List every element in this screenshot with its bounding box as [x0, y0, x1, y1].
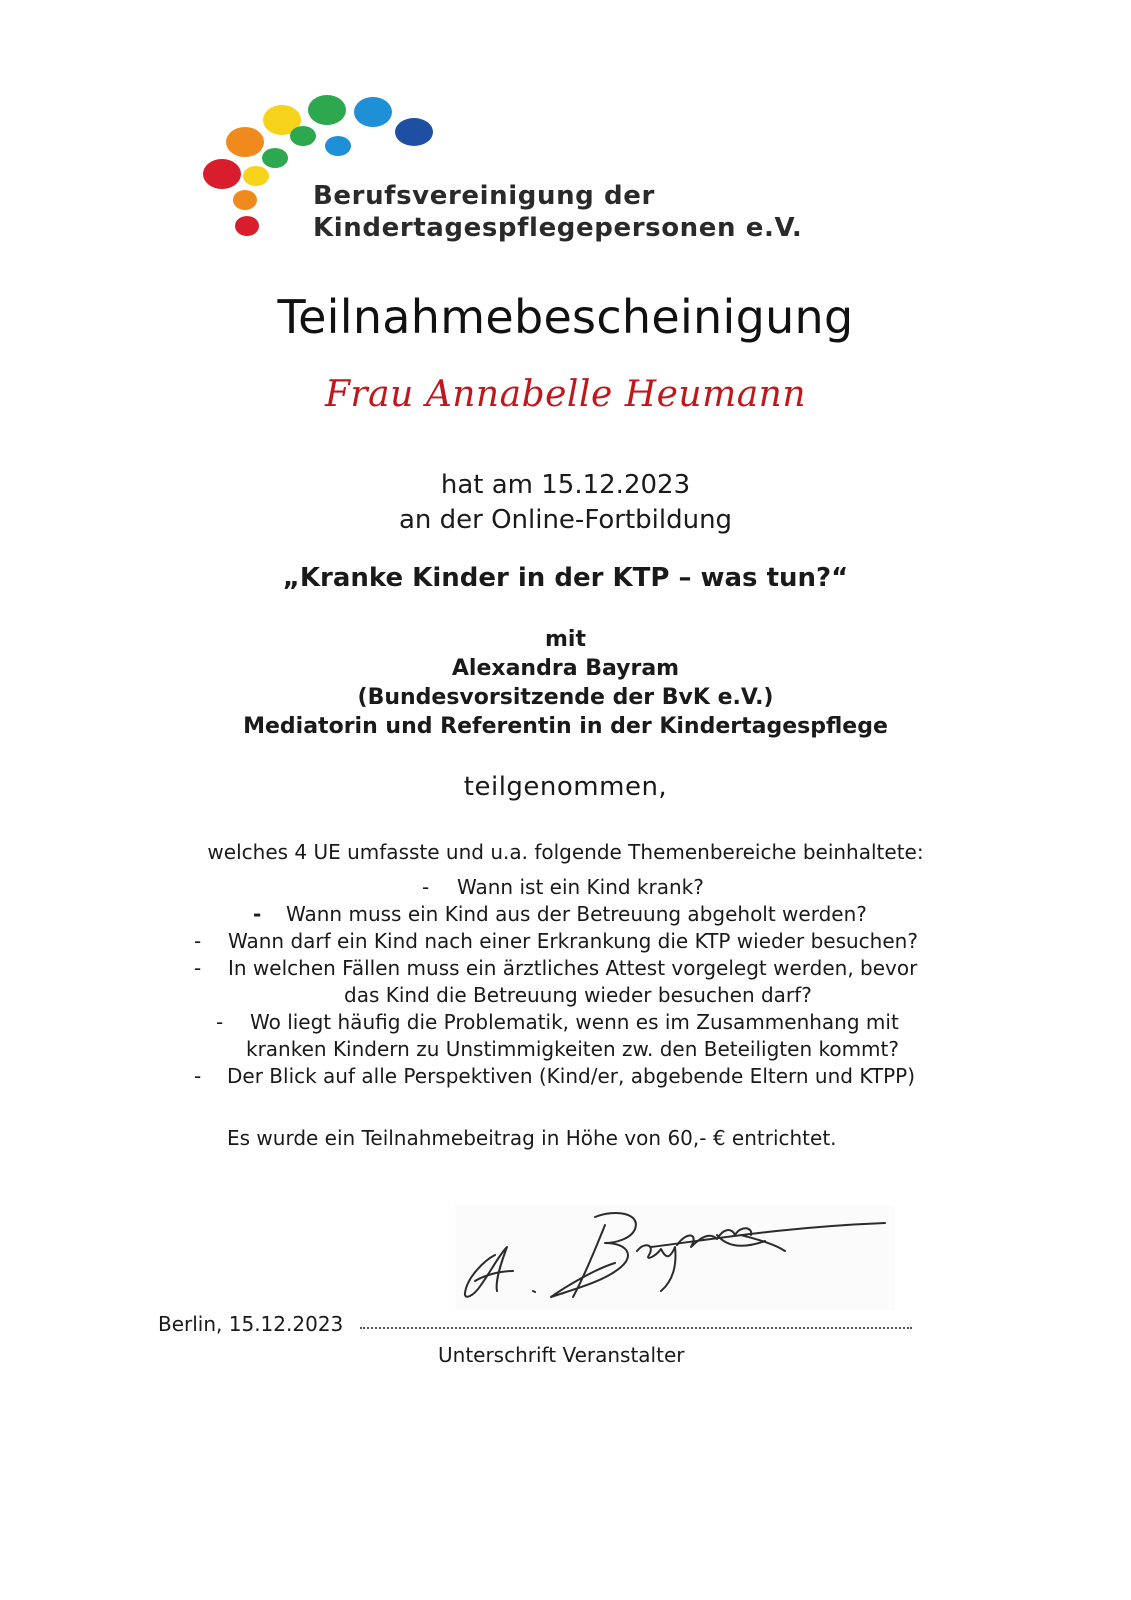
topic-dash: -	[194, 1064, 202, 1088]
organization-name	[313, 180, 802, 244]
logo-dot	[325, 136, 351, 156]
logo-dot	[226, 127, 264, 157]
fee-statement: Es wurde ein Teilnahmebeitrag in Höhe von 60,- € entrichtet.	[227, 1126, 837, 1150]
logo-dot	[395, 118, 433, 146]
signature-label: Unterschrift Veranstalter	[438, 1343, 685, 1367]
speaker-role: (Bundesvorsitzende der BvK e.V.)	[357, 685, 774, 710]
signature-image	[455, 1205, 895, 1310]
topic-text: In welchen Fällen muss ein ärztliches Attest vorgelegt werden, bevor	[228, 956, 918, 980]
speaker-prefix: mit	[545, 627, 586, 652]
logo-dot	[354, 97, 392, 127]
speaker-name: Alexandra Bayram	[451, 656, 680, 681]
topic-dash: -	[216, 1010, 224, 1034]
course-title: „Kranke Kinder in der KTP – was tun?“	[282, 563, 849, 593]
signature-svg	[455, 1205, 895, 1310]
recipient-name: Frau Annabelle Heumann	[324, 374, 807, 415]
topic-text: Wann darf ein Kind nach einer Erkrankung die KTP wieder besuchen?	[228, 929, 918, 953]
topic-text-continued: kranken Kindern zu Unstimmigkeiten zw. den Beteiligten kommt?	[246, 1037, 899, 1061]
logo-dot	[235, 216, 259, 236]
logo-dot	[290, 126, 316, 146]
logo-dot	[243, 166, 269, 186]
topic-text-continued: das Kind die Betreuung wieder besuchen darf?	[344, 983, 812, 1007]
speaker-profession: Mediatorin und Referentin in der Kindertagespflege	[243, 714, 888, 739]
speaker-block	[0, 625, 1131, 741]
topic-dash: -	[194, 956, 202, 980]
logo-dot	[308, 95, 346, 125]
organization-name-line2: Kindertagespflegepersonen e.V.	[313, 213, 803, 243]
topic-text: Wann muss ein Kind aus der Betreuung abgeholt werden?	[286, 902, 867, 926]
logo-dot	[233, 190, 257, 210]
topic-dash: -	[194, 929, 202, 953]
topic-text: Der Blick auf alle Perspektiven (Kind/er, abgebende Eltern und KTPP)	[227, 1064, 916, 1088]
certificate-title: Teilnahmebescheinigung	[277, 290, 854, 344]
logo-dot	[262, 148, 288, 168]
logo-dot	[203, 159, 241, 189]
attendance-date-line: hat am 15.12.2023	[440, 470, 691, 500]
topics-intro: welches 4 UE umfasste und u.a. folgende Themenbereiche beinhaltete:	[207, 840, 924, 864]
course-type-line: an der Online-Fortbildung	[398, 505, 733, 535]
participated-line: teilgenommen,	[463, 772, 668, 802]
topic-text: Wo liegt häufig die Problematik, wenn es im Zusammenhang mit	[250, 1010, 899, 1034]
topic-dash: -	[422, 875, 430, 899]
topic-dash: -	[253, 902, 262, 926]
place-and-date: Berlin, 15.12.2023	[158, 1312, 344, 1336]
signature-line	[360, 1327, 912, 1329]
topic-text: Wann ist ein Kind krank?	[457, 875, 704, 899]
organization-name-line1: Berufsvereinigung der	[313, 181, 655, 211]
